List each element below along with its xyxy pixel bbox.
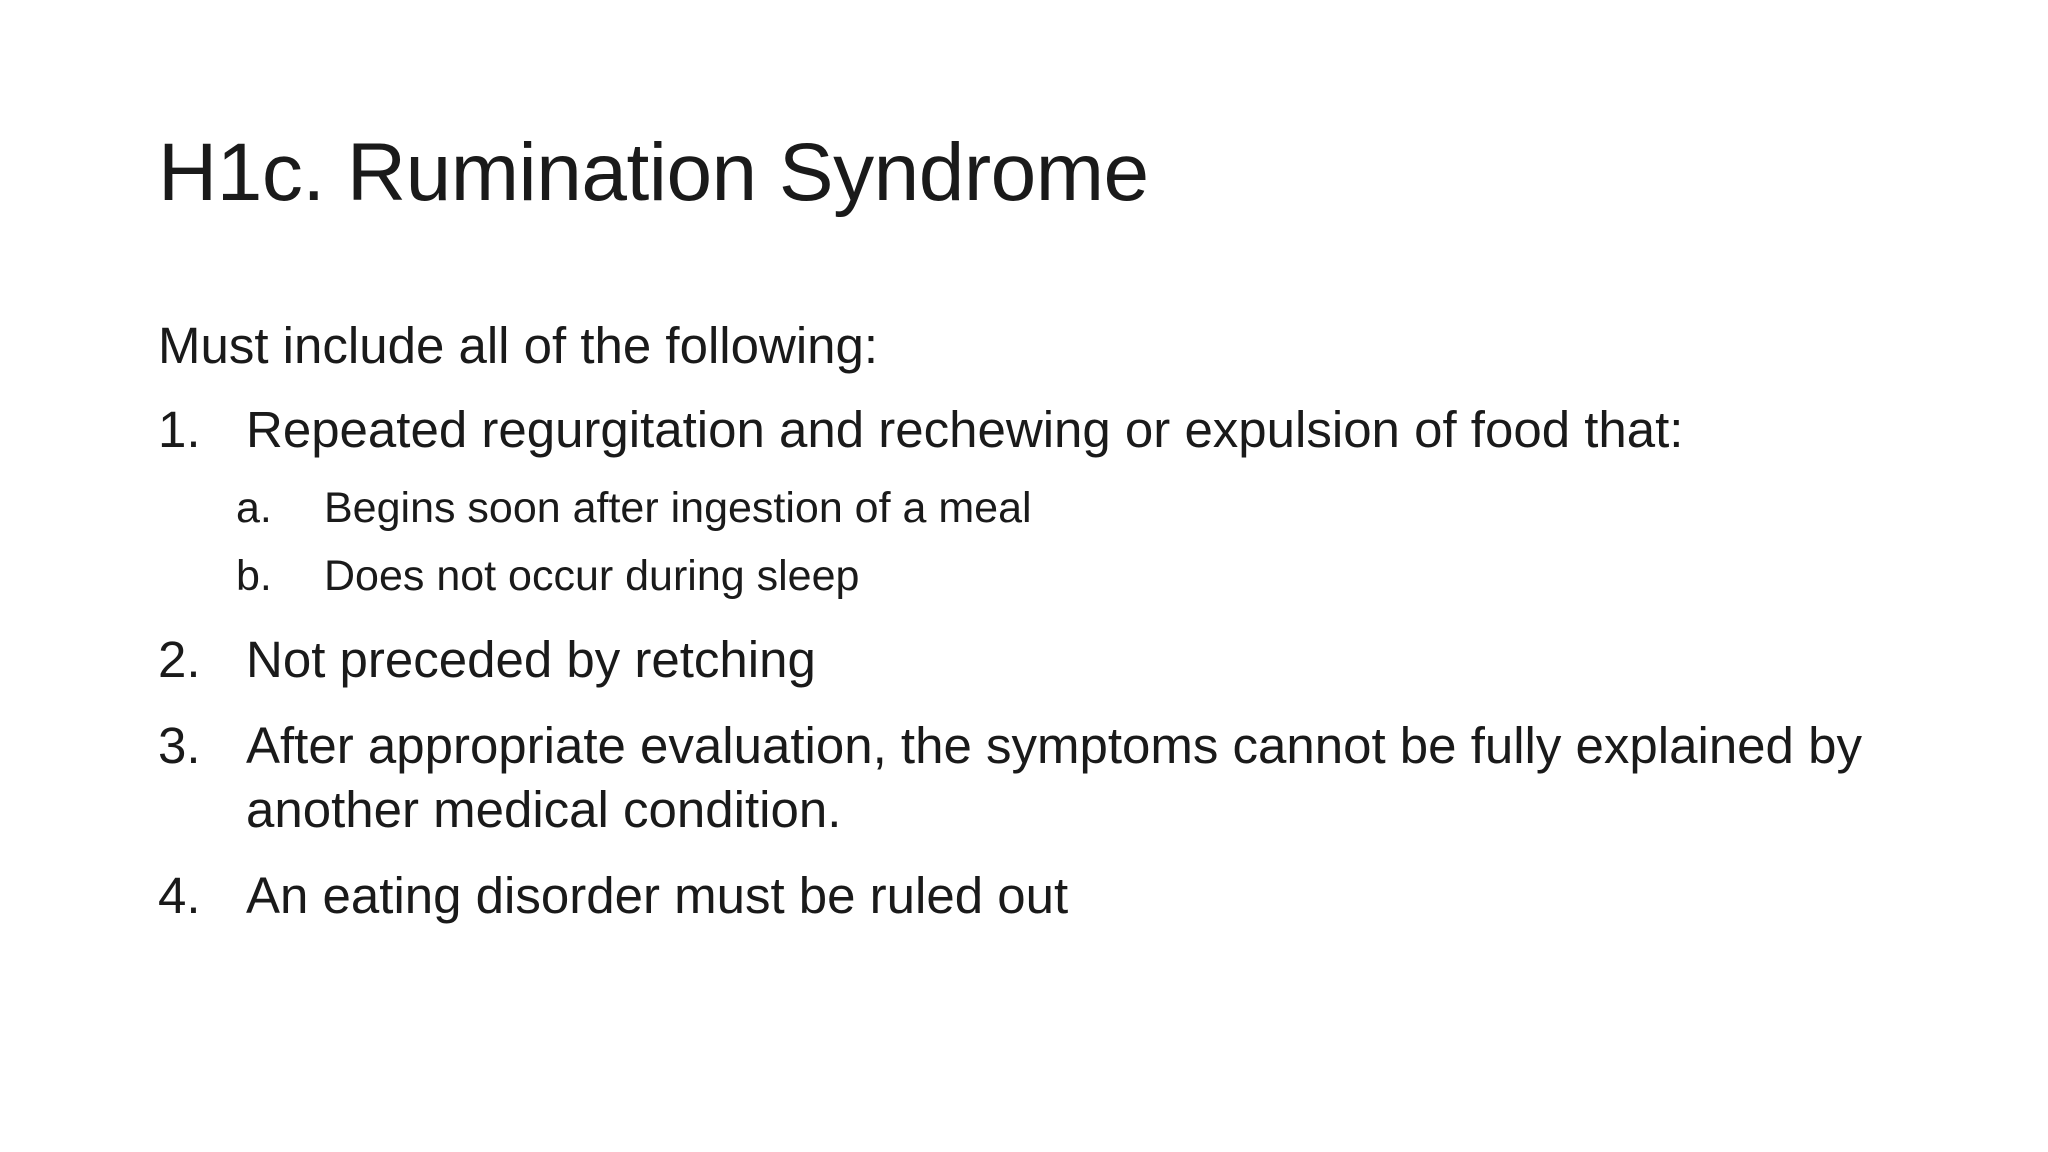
list-text-4: An eating disorder must be ruled out — [246, 867, 1069, 924]
sublist-marker-a: a. — [236, 484, 272, 532]
sublist-text-b: Does not occur during sleep — [324, 552, 860, 600]
slide-body — [158, 312, 1958, 950]
sublist-item-b — [236, 548, 1958, 604]
list-text-1: Repeated regurgitation and rechewing or expulsion of food that: — [246, 401, 1684, 458]
list-item-3 — [158, 714, 1958, 842]
sublist-marker-b: b. — [236, 552, 272, 600]
sublist-item-a — [236, 480, 1958, 536]
list-marker-1: 1. — [158, 401, 201, 458]
sublist-1 — [236, 480, 1958, 604]
list-marker-4: 4. — [158, 867, 201, 924]
list-marker-3: 3. — [158, 717, 201, 774]
list-text-3: After appropriate evaluation, the symptoms cannot be fully explained by another medical condition. — [246, 717, 1862, 838]
list-marker-2: 2. — [158, 631, 201, 688]
sublist-text-a: Begins soon after ingestion of a meal — [324, 484, 1032, 532]
list-item-4 — [158, 864, 1958, 928]
list-item-2 — [158, 628, 1958, 692]
list-text-2: Not preceded by retching — [246, 631, 816, 688]
list-item-1 — [158, 398, 1958, 462]
intro-text: Must include all of the following: — [158, 317, 879, 374]
slide-title: H1c. Rumination Syndrome — [158, 127, 1149, 218]
